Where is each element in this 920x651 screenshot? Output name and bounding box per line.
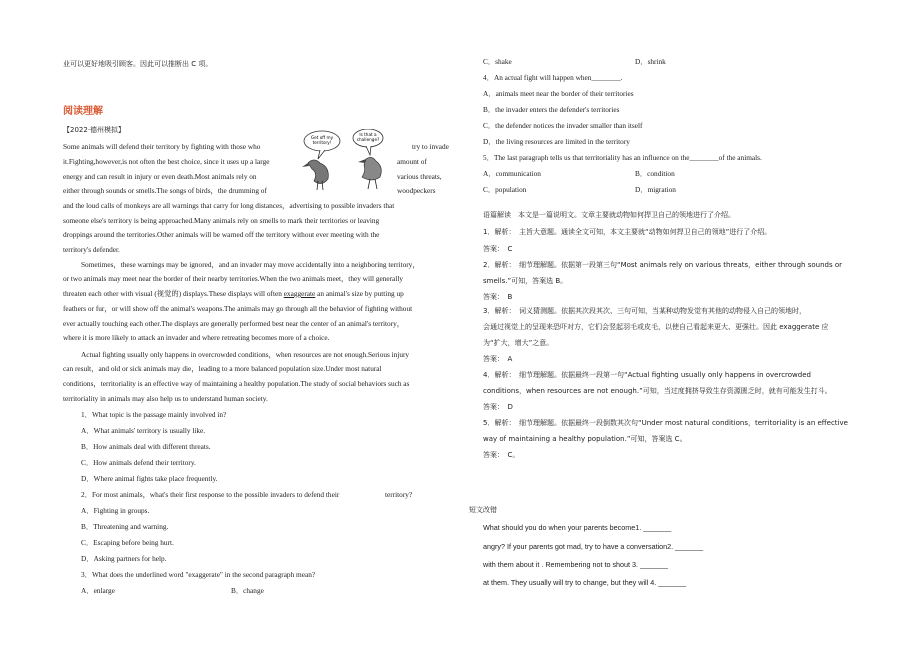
analysis-2: 2．解析： 细节理解题。依据第一段第三句“Most animals rely on various threats，either through sounds or — [483, 261, 842, 269]
q4-stem: 4．An actual fight will happen when________. — [483, 73, 623, 82]
p1-line-8: territory's defender. — [63, 245, 120, 254]
underlined-word: exaggerate — [283, 289, 316, 298]
q2-stem: 2．For most animals，what's their first response to the possible invaders to defend their — [81, 490, 340, 499]
correction-title: 短文改错 — [469, 506, 497, 514]
answer-3: 答案： A — [483, 355, 513, 363]
q5-option-a: A．communication — [483, 169, 541, 178]
analysis-4: 4．解析： 细节理解题。依据最终一段第一句“Actual fighting usually only happens in overcrowded — [483, 371, 811, 379]
answer-4: 答案： D — [483, 403, 513, 411]
q3-stem: 3．What does the underlined word "exaggerate" in the second paragraph mean? — [81, 570, 316, 579]
bird-left — [302, 160, 328, 190]
answer-5: 答案： C。 — [483, 451, 520, 459]
analysis-5-cont: way of maintaining a healthy population.”可知，答案选 C。 — [483, 435, 687, 443]
section-title: 阅读理解 — [63, 106, 103, 117]
p1-line-1: Some animals will defend their territory by fighting with those who — [63, 142, 261, 151]
q1-option-b: B．How animals deal with different threats. — [81, 442, 211, 451]
q5-stem: 5．The last paragraph tells us that territoriality has an influence on the________of the animals. — [483, 153, 762, 162]
birds-illustration — [300, 129, 388, 191]
q4-option-c: C．the defender notices the invader smaller than itself — [483, 121, 643, 130]
analysis-5: 5．解析： 细节理解题。依据最终一段倒数其次句“Under most natural conditions，territoriality is an effective — [483, 419, 848, 427]
source-tag: 【2022·德州模拟】 — [63, 126, 126, 134]
q4-option-a: A．animals meet near the border of their territories — [483, 89, 634, 98]
bubble-left-text-2: territory! — [312, 140, 332, 145]
p1-line-3: energy and can result in injury or even death.Most animals rely on — [63, 172, 257, 181]
p2-line-4: feathers or fur，or will show off the animal's weapons.The animals may go through all the behavior of fighting without — [63, 304, 413, 313]
analysis-3-cont-2: 为“扩大，增大”之意。 — [483, 339, 554, 347]
speech-tail-right — [366, 146, 371, 155]
p1-line-2: it.Fighting,however,is not often the best choice, since it uses up a large — [63, 157, 270, 166]
bubble-left-text: Get off my — [310, 135, 334, 140]
q2-option-a: A．Fighting in groups. — [81, 506, 150, 515]
p2-line-6: where it is more likely to attack an invader and where retreating becomes more of a choice. — [63, 333, 330, 342]
analysis-2-cont: smells.”可知，答案选 B。 — [483, 277, 568, 285]
answer-2: 答案： B — [483, 293, 513, 301]
q3-option-c: C．shake — [483, 57, 512, 66]
q2-stem-tail: territory? — [385, 490, 413, 499]
p1-line-7: droppings around the territories.Other animals will be warned off the territory without ever meeting with the — [63, 230, 380, 239]
p2-line-3-head: threaten each other with visual (视觉的) displays.These displays will often — [63, 289, 284, 298]
q4-option-b: B．the invader enters the defender's territories — [483, 105, 620, 114]
p1-frag-3: various threats, — [397, 172, 442, 181]
analysis-summary: 语篇解读 本文是一篇说明文。文章主要就动物如何捍卫自己的领地进行了介绍。 — [483, 211, 735, 219]
q2-option-c: C．Escaping before being hurt. — [81, 538, 174, 547]
speech-tail-left — [318, 150, 325, 159]
q2-option-d: D．Asking partners for help. — [81, 554, 167, 563]
p2-line-1: Sometimes，these warnings may be ignored，and an invader may move accidentally into a neighboring territory， — [81, 260, 420, 269]
analysis-4-cont: conditions，when resources are not enough.”可知，当过度拥挤导致生存资源匮乏时，就有可能发生打斗。 — [483, 387, 832, 395]
q1-option-c: C．How animals defend their territory. — [81, 458, 196, 467]
q5-option-c: C．population — [483, 185, 527, 194]
bubble-right-text-2: challenge? — [356, 137, 380, 142]
q1-stem: 1．What topic is the passage mainly involved in? — [81, 410, 227, 419]
p1-frag-1: try to invade — [412, 142, 449, 151]
p1-line-6: someone else's territory is being approached.Many animals rely on smells to mark their territories or leaving — [63, 216, 380, 225]
p1-frag-2: amount of — [397, 157, 427, 166]
analysis-1: 1．解析： 主旨大意题。通读全文可知，本文主要就“动物如何捍卫自己的领地”进行了介绍。 — [483, 228, 772, 236]
answer-1: 答案： C — [483, 245, 513, 253]
correction-line-2: angry? If your parents got mad, try to have a conversation2. _______ — [483, 542, 704, 551]
correction-line-4: at them. They usually will try to change, but they will 4. _______ — [483, 578, 687, 587]
p3-line-4: territoriality in animals may also help us to understand human society. — [63, 394, 268, 403]
bird-right — [358, 157, 381, 189]
p3-line-1: Actual fighting usually only happens in overcrowded conditions，when resources are not enough.Serious injury — [81, 350, 410, 359]
q3-option-d: D．shrink — [635, 57, 666, 66]
q1-option-d: D．Where animal fights take place frequently. — [81, 474, 218, 483]
p2-line-2: or two animals may meet near the border of their nearby territories.When the two animals meet，they will generally — [63, 274, 403, 283]
p2-line-3-tail: an animal's size by putting up — [315, 289, 404, 298]
q3-option-b: B．change — [231, 586, 264, 595]
intro-line: 业可以更好地吸引顾客。因此可以推断出 C 项。 — [63, 60, 213, 68]
q5-option-d: D．migration — [635, 185, 676, 194]
p3-line-2: can result，and old or sick animals may die，leading to a more balanced population size.Under most natural — [63, 364, 382, 373]
correction-line-1: What should you do when your parents become1. _______ — [483, 523, 672, 532]
p2-line-3 — [63, 289, 404, 298]
p3-line-3: conditions，territoriality is an effective way of maintaining a healthy population.The study of social behaviors such as — [63, 379, 410, 388]
bubble-right-text: Is that a — [359, 132, 377, 137]
q3-option-a: A．enlarge — [81, 586, 115, 595]
q4-option-d: D．the living resources are limited in the territory — [483, 137, 630, 146]
p2-line-5: ever actually touching each other.The displays are generally performed best near the center of an animal's territory， — [63, 319, 405, 328]
analysis-3: 3．解析： 词义猜测题。依据其次段其次、三句可知，当某种动物发觉有其他的动物侵入自己的领地时， — [483, 307, 806, 315]
q5-option-b: B．condition — [635, 169, 675, 178]
p1-line-4: either through sounds or smells.The songs of birds，the drumming of — [63, 186, 267, 195]
analysis-3-cont: 会通过视觉上的呈现来恐吓对方，它们会竖起羽毛或皮毛，以使自己看起来更大、更强壮。因此 exaggerate 应 — [483, 323, 829, 331]
p1-frag-4: woodpeckers — [397, 186, 436, 195]
q2-option-b: B．Threatening and warning. — [81, 522, 169, 531]
p1-line-5: and the loud calls of monkeys are all warnings that carry for long distances，advertising to possible invaders that — [63, 201, 395, 210]
q1-option-a: A．What animals' territory is usually like. — [81, 426, 206, 435]
correction-line-3: with them about it . Remembering not to shout 3. _______ — [483, 560, 668, 569]
